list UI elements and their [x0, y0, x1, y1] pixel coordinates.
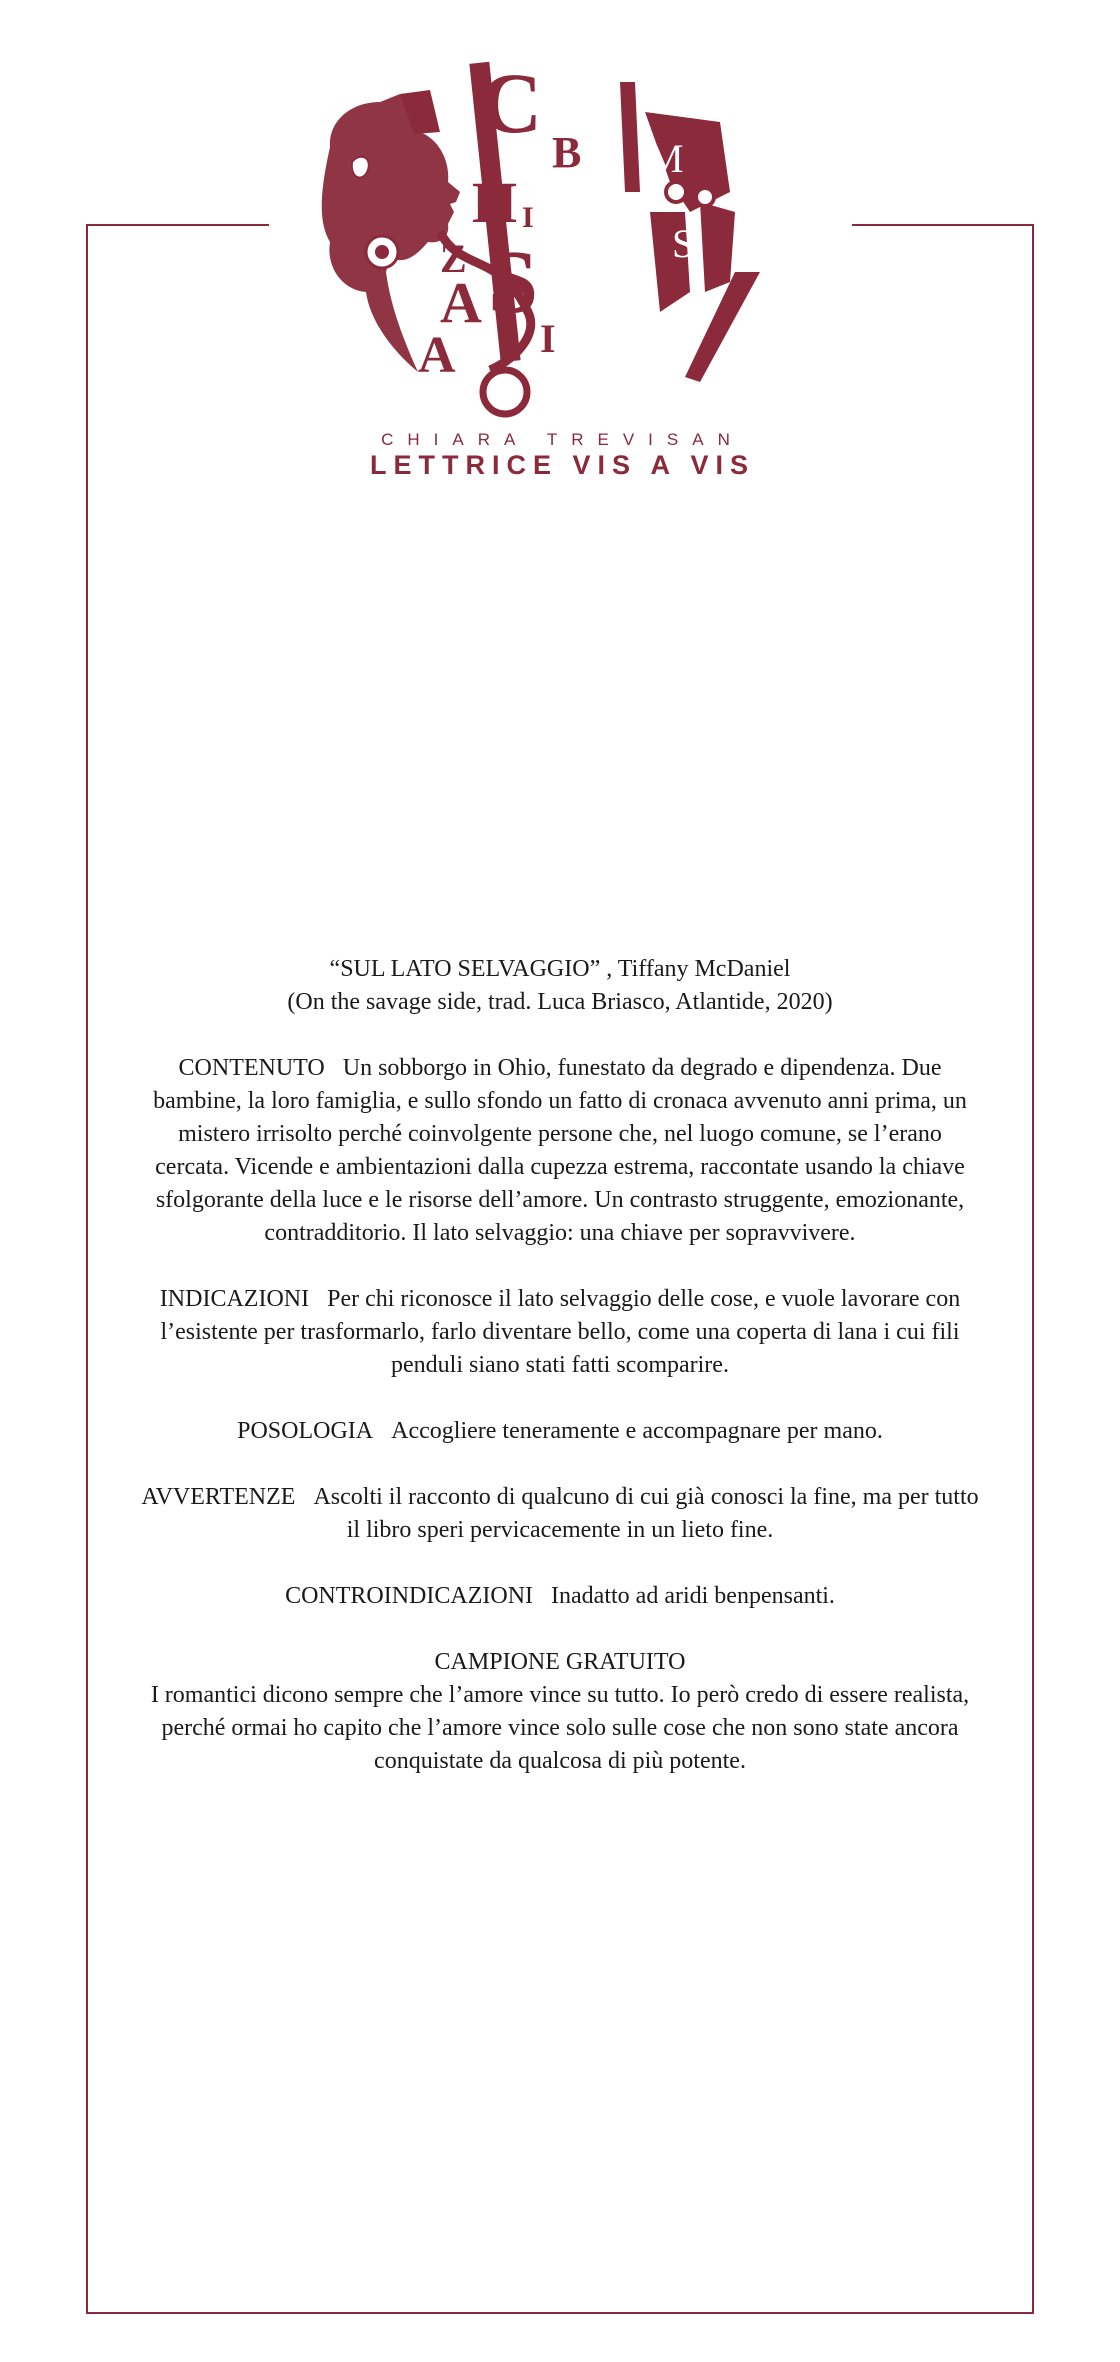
frame-left-line: [86, 224, 88, 2314]
section-label: CONTROINDICAZIONI: [285, 1583, 534, 1609]
cubist-face-icon: [620, 82, 760, 382]
brand-tagline: LETTRICE VIS A VIS: [369, 450, 756, 480]
svg-text:A: A: [418, 327, 456, 384]
section-label: CAMPIONE GRATUITO: [434, 1649, 686, 1675]
section-text: Ascolti il racconto di qualcuno di cui già conosci la fine, ma per tutto il libro speri pervicacemente in un lieto fine.: [313, 1484, 979, 1543]
section-contenuto: [140, 1052, 980, 1250]
book-review: [140, 953, 980, 1811]
svg-text:I: I: [522, 201, 534, 234]
section-label: INDICAZIONI: [159, 1286, 310, 1312]
book-header: [140, 953, 980, 1019]
svg-text:Z: Z: [440, 236, 467, 281]
section-label: AVVERTENZE: [141, 1484, 296, 1510]
svg-text:S: S: [672, 221, 695, 266]
section-text: I romantici dicono sempre che l’amore vince su tutto. Io però credo di essere realista, perché ormai ho capito che l’amore vince solo sulle cose che non sono state ancora conquistate da qualcosa di più potente.: [150, 1682, 970, 1774]
brand-name: CHIARA TREVISAN: [381, 430, 744, 449]
svg-text:A: A: [440, 270, 482, 335]
svg-text:B: B: [552, 128, 582, 177]
svg-text:M: M: [648, 136, 684, 181]
section-text: Per chi riconosce il lato selvaggio delle cose, e vuole lavorare con l’esistente per trasformarlo, farlo diventare bello, come una coperta di lana i cui fili penduli siano stati fatti scomparire.: [160, 1286, 961, 1378]
frame-bottom-line: [86, 2312, 1034, 2314]
frame-top-left-line: [86, 224, 269, 226]
section-text: Un sobborgo in Ohio, funestato da degrado e dipendenza. Due bambine, la loro famiglia, e sullo sfondo un fatto di cronaca avvenuto anni prima, un mistero irrisolto perché coinvolgente persone che, nel luogo comune, se l’erano cercata. Vicende e ambientazioni dalla cupezza estrema, raccontate usando la chiave sfolgorante della luce e le risorse dell’amore. Un contrasto struggente, emozionante, contradditorio. Il lato selvaggio: una chiave per sopravvivere.: [153, 1055, 967, 1246]
section-controindicazioni: [140, 1580, 980, 1613]
frame-right-line: [1032, 224, 1034, 2314]
frame-top-right-line: [852, 224, 1034, 226]
section-label: POSOLOGIA: [237, 1418, 374, 1444]
svg-text:I: I: [540, 316, 556, 361]
section-text: Inadatto ad aridi benpensanti.: [551, 1583, 835, 1609]
svg-text:H: H: [472, 170, 518, 235]
section-label: CONTENUTO: [178, 1055, 325, 1081]
book-title: “SUL LATO SELVAGGIO” , Tiffany McDaniel: [329, 956, 791, 982]
logo-illustration: [290, 52, 835, 427]
section-text: Accogliere teneramente e accompagnare per mano.: [391, 1418, 883, 1444]
section-avvertenze: [140, 1481, 980, 1547]
book-subtitle: (On the savage side, trad. Luca Briasco, Atlantide, 2020): [287, 989, 833, 1015]
svg-text:C: C: [480, 55, 543, 151]
section-campione: [140, 1646, 980, 1778]
svg-text:S: S: [488, 233, 539, 332]
brand-logo: [290, 52, 835, 492]
letter-pillar-icon: [418, 55, 581, 414]
section-indicazioni: [140, 1283, 980, 1382]
section-posologia: [140, 1415, 980, 1448]
